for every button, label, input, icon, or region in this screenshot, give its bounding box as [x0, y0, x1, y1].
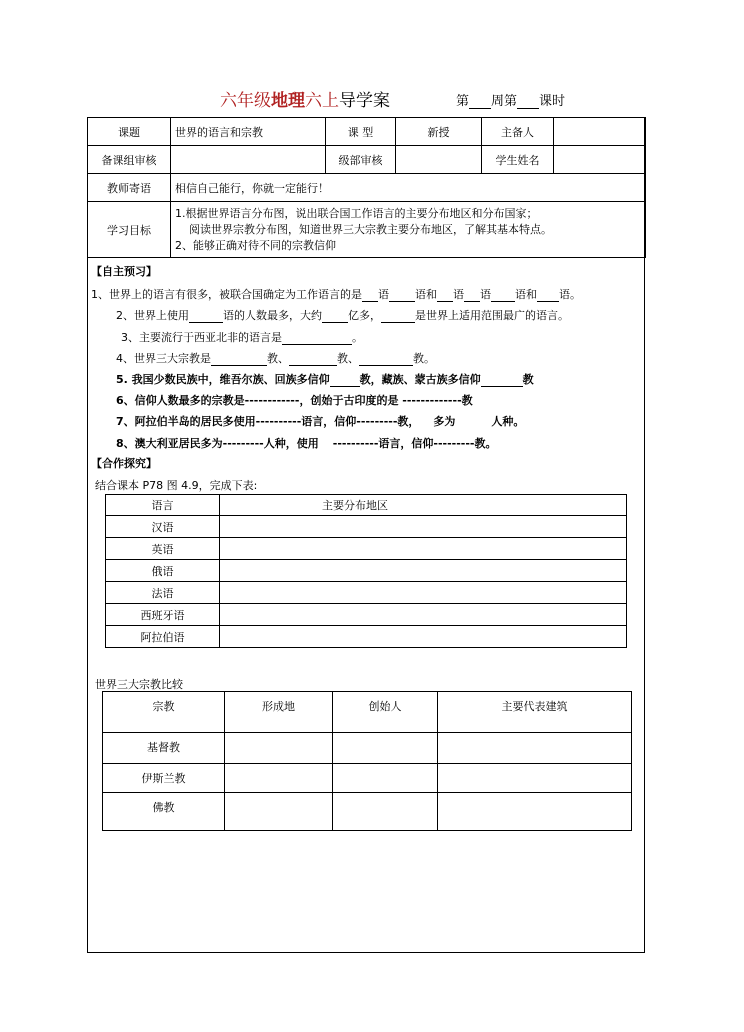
goals-label: 学习目标	[88, 202, 171, 258]
table-row	[103, 793, 632, 831]
lang-french: 法语	[106, 582, 220, 604]
islam-origin-answer[interactable]	[225, 764, 333, 793]
buddhism-origin-answer[interactable]	[225, 793, 333, 831]
religion-header-building: 主要代表建筑	[438, 692, 632, 733]
question-4: 4、世界三大宗教是 教、 教、 教。	[116, 352, 435, 365]
question-8: 8、澳大利亚居民多为---------人种，使用 ----------语言，信仰---------教。	[116, 437, 497, 450]
lang-english: 英语	[106, 538, 220, 560]
coop-intro: 结合课本 P78 图 4.9，完成下表:	[95, 479, 258, 492]
group-review-field[interactable]	[171, 146, 326, 174]
goal-1b: 阅读世界宗教分布图，知道世界三大宗教主要分布地区，了解其基本特点。	[189, 222, 552, 236]
table-row	[106, 626, 627, 648]
christianity-founder-answer[interactable]	[333, 733, 438, 764]
preparer-field[interactable]	[554, 118, 646, 146]
table-row	[106, 516, 627, 538]
question-7: 7、阿拉伯半岛的居民多使用----------语言，信仰---------教， 多为 人种。	[116, 415, 525, 428]
goal-2: 2、能够正确对待不同的宗教信仰	[175, 238, 336, 252]
islam-building-answer[interactable]	[438, 764, 632, 793]
goals-value	[171, 202, 646, 258]
page-title	[220, 86, 390, 111]
islam-founder-answer[interactable]	[333, 764, 438, 793]
lesson-number-blank[interactable]	[517, 96, 539, 109]
religion-table	[102, 691, 632, 831]
question-1: 1、世界上的语言有很多，被联合国确定为工作语言的是 语 语和 语 语 语和 语。	[91, 288, 581, 301]
table-row	[106, 538, 627, 560]
preview-heading: 【自主预习】	[91, 265, 157, 278]
table-row	[106, 560, 627, 582]
lang-arabic-answer[interactable]	[220, 626, 627, 648]
type-value: 新授	[396, 118, 482, 146]
title-grade: 六年级	[220, 91, 271, 111]
religion-islam: 伊斯兰教	[103, 764, 225, 793]
lang-arabic: 阿拉伯语	[106, 626, 220, 648]
question-6: 6、信仰人数最多的宗教是------------，创始于古印度的是 -------------教	[116, 394, 473, 407]
title-term: 六上	[305, 91, 339, 111]
preparer-label: 主备人	[482, 118, 554, 146]
language-table	[105, 494, 627, 648]
religion-title: 世界三大宗教比较	[95, 678, 183, 691]
topic-value: 世界的语言和宗教	[171, 118, 326, 146]
religion-header-founder: 创始人	[333, 692, 438, 733]
question-3: 3、主要流行于西亚北非的语言是 。	[121, 331, 363, 344]
title-kind: 导学案	[339, 91, 390, 111]
religion-christianity: 基督教	[103, 733, 225, 764]
table-row	[106, 604, 627, 626]
lang-french-answer[interactable]	[220, 582, 627, 604]
lesson-info-table	[87, 117, 646, 258]
lang-header-region: 主要分布地区	[220, 495, 627, 516]
coop-heading: 【合作探究】	[91, 457, 157, 470]
question-5: 5. 我国少数民族中，维吾尔族、回族多信仰 教，藏族、蒙古族多信仰 教	[116, 373, 534, 386]
lang-english-answer[interactable]	[220, 538, 627, 560]
teacher-msg-label: 教师寄语	[88, 174, 171, 202]
lang-spanish-answer[interactable]	[220, 604, 627, 626]
table-row	[103, 764, 632, 793]
religion-header-origin: 形成地	[225, 692, 333, 733]
buddhism-building-answer[interactable]	[438, 793, 632, 831]
lang-chinese-answer[interactable]	[220, 516, 627, 538]
grade-review-label: 级部审核	[326, 146, 396, 174]
topic-label: 课题	[88, 118, 171, 146]
group-review-label: 备课组审核	[88, 146, 171, 174]
religion-buddhism: 佛教	[103, 793, 225, 831]
teacher-msg-value: 相信自己能行，你就一定能行！	[171, 174, 646, 202]
lang-spanish: 西班牙语	[106, 604, 220, 626]
lang-russian: 俄语	[106, 560, 220, 582]
question-2: 2、世界上使用 语的人数最多，大约 亿多， 是世界上适用范围最广的语言。	[116, 309, 569, 322]
lang-chinese: 汉语	[106, 516, 220, 538]
christianity-building-answer[interactable]	[438, 733, 632, 764]
religion-header-name: 宗教	[103, 692, 225, 733]
type-label: 课 型	[326, 118, 396, 146]
grade-review-field[interactable]	[396, 146, 482, 174]
student-name-label: 学生姓名	[482, 146, 554, 174]
christianity-origin-answer[interactable]	[225, 733, 333, 764]
title-subject: 地理	[271, 91, 305, 111]
lang-russian-answer[interactable]	[220, 560, 627, 582]
table-row	[103, 733, 632, 764]
buddhism-founder-answer[interactable]	[333, 793, 438, 831]
lang-header-language: 语言	[106, 495, 220, 516]
week-number-blank[interactable]	[469, 96, 491, 109]
student-name-field[interactable]	[554, 146, 646, 174]
goal-1: 1.根据世界语言分布图，说出联合国工作语言的主要分布地区和分布国家；	[175, 206, 538, 220]
table-row	[106, 582, 627, 604]
week-lesson-field: 第 周第 课时	[456, 94, 566, 109]
